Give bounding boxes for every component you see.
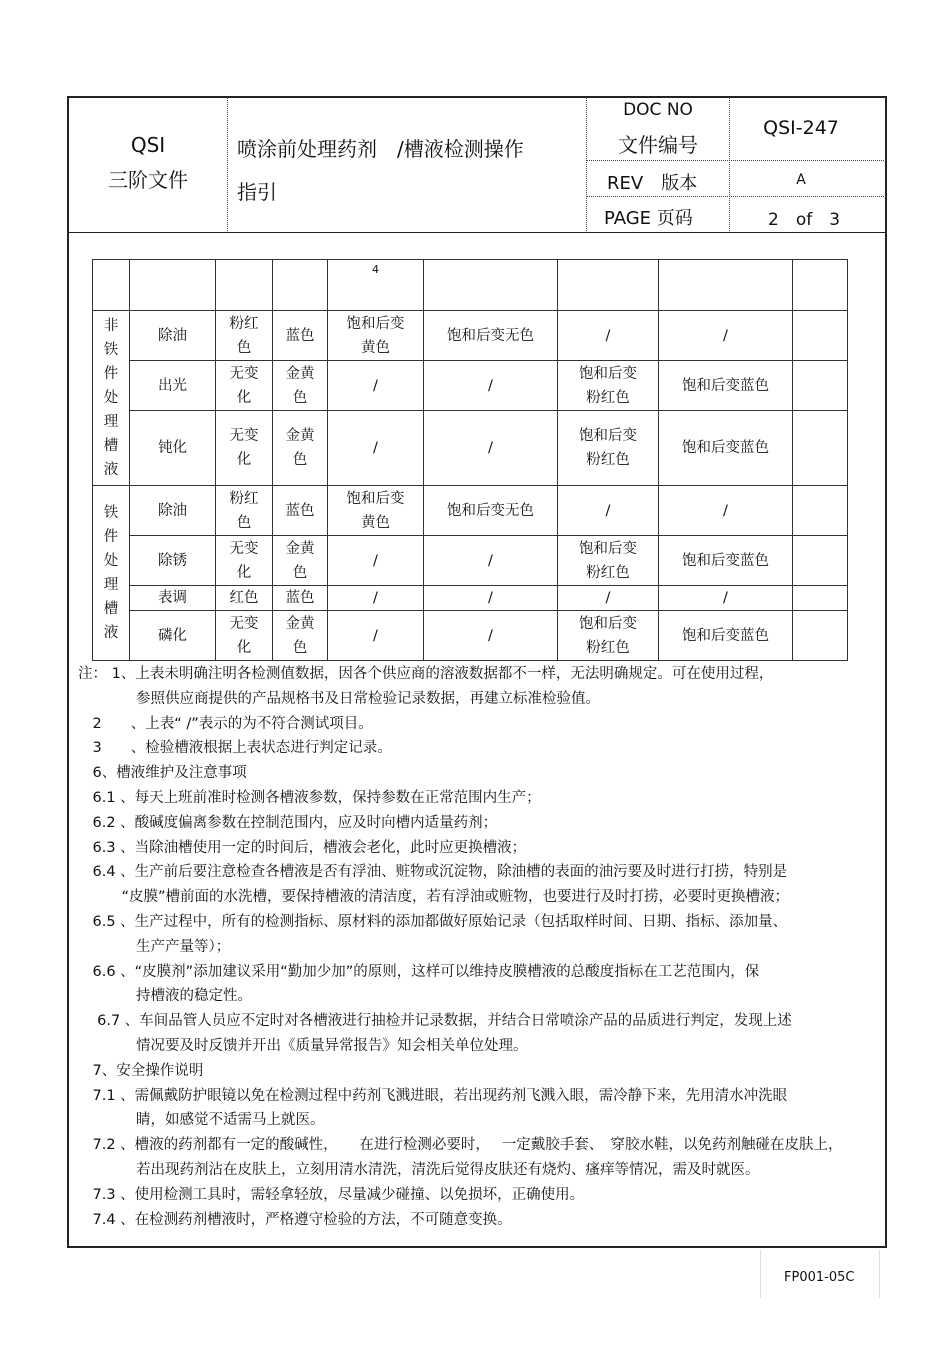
note-line: 若出现药剂沾在皮肤上，立刻用清水清洗，清洗后觉得皮肤还有烧灼、瘙痒等情况，需及时就医。 xyxy=(78,1161,760,1178)
table-row xyxy=(93,486,848,536)
result-cell xyxy=(273,311,328,361)
result-cell xyxy=(424,411,558,486)
result-cell xyxy=(558,311,659,361)
group-label-char: 铁 xyxy=(103,505,119,521)
result-cell xyxy=(558,536,659,586)
result-cell xyxy=(558,411,659,486)
cell-line: 饱和后变 xyxy=(346,490,405,507)
note-line: 3 、检验槽液根据上表状态进行判定记录。 xyxy=(78,740,392,757)
cell-line: 无变 xyxy=(229,540,259,557)
rev-value: A xyxy=(796,172,806,188)
cell-line: / xyxy=(723,502,728,519)
note-line: 睛，如感觉不适需马上就医。 xyxy=(78,1112,325,1129)
item-name-cell: 出光 xyxy=(130,361,216,411)
cell-line: / xyxy=(488,440,493,456)
table-row xyxy=(93,311,848,361)
cell-line: 黄色 xyxy=(361,514,390,531)
result-cell xyxy=(558,361,659,411)
item-name-cell: 除油 xyxy=(130,311,216,361)
group-label-char: 槽 xyxy=(103,601,119,617)
cell-line: / xyxy=(488,627,493,644)
note-line: “皮膜”槽前面的水洗槽，要保持槽液的清洁度，若有浮油或赃物，也要进行及时打捞，必要时更换槽液； xyxy=(78,889,790,906)
cell-line: 蓝色 xyxy=(285,502,315,519)
result-cell xyxy=(216,536,273,586)
cell-line: 粉红 xyxy=(229,315,259,332)
result-cell xyxy=(273,611,328,661)
group-label-cell xyxy=(93,311,130,486)
note-line: 生产产量等）； xyxy=(78,938,231,955)
cell-line: 粉红色 xyxy=(586,389,630,406)
empty-cell xyxy=(793,486,848,536)
empty-cell xyxy=(793,361,848,411)
cell-line: 饱和后变 xyxy=(579,615,637,632)
group-label-char: 液 xyxy=(103,625,119,641)
note-line: 6.7 、车间品管人员应不定时对各槽液进行抽检并记录数据，并结合日常喷涂产品的品质进行判定，发现上述 xyxy=(78,1013,792,1030)
note-line: 6.5 、生产过程中，所有的检测指标、原材料的添加都做好原始记录（包括取样时间、日期、指标、添加量、 xyxy=(78,913,788,930)
cell-line: 黄色 xyxy=(361,339,390,356)
doc-level: 三阶文件 xyxy=(108,168,188,192)
note-line: 6.4 、生产前后要注意检查各槽液是否有浮油、赃物或沉淀物，除油槽的表面的油污要及时进行打捞，特别是 xyxy=(78,864,788,881)
group-label-char: 非 xyxy=(103,318,119,334)
table-row xyxy=(93,611,848,661)
cell-line: 饱和后变蓝色 xyxy=(682,552,769,569)
header-divider xyxy=(227,97,228,233)
header-row-divider xyxy=(587,160,886,161)
cell-line: 金黄 xyxy=(285,428,315,444)
cell-line: 粉红 xyxy=(229,490,259,507)
result-cell xyxy=(328,361,424,411)
note-line: 持槽液的稳定性。 xyxy=(78,988,252,1005)
item-name-cell: 除锈 xyxy=(130,536,216,586)
result-cell xyxy=(424,311,558,361)
empty-cell xyxy=(793,311,848,361)
doc-title: 喷涂前处理药剂 /槽液检测操作 xyxy=(237,137,524,161)
note-line: 2 、上表“ /”表示的为不符合测试项目。 xyxy=(78,715,373,732)
cell-line: 化 xyxy=(236,564,252,581)
result-cell xyxy=(659,536,793,586)
result-cell xyxy=(216,311,273,361)
result-cell xyxy=(659,486,793,536)
table-cell: 4 xyxy=(328,260,424,311)
result-cell xyxy=(424,611,558,661)
cell-line: 红色 xyxy=(229,590,259,606)
cell-line: 化 xyxy=(236,639,252,656)
result-cell xyxy=(273,361,328,411)
result-cell xyxy=(558,611,659,661)
table-row xyxy=(93,361,848,411)
table-row xyxy=(93,586,848,611)
cell-line: / xyxy=(605,502,611,519)
result-cell xyxy=(424,536,558,586)
note-line: 7、安全操作说明 xyxy=(78,1062,204,1079)
cell-line: 饱和后变无色 xyxy=(447,502,534,519)
header-divider xyxy=(586,97,587,233)
note-line: 6.2 、酸碱度偏离参数在控制范围内，应及时向槽内适量药剂； xyxy=(78,814,498,831)
result-cell xyxy=(216,486,273,536)
empty-cell xyxy=(793,411,848,486)
result-cell xyxy=(216,411,273,486)
cell-line: 色 xyxy=(292,639,308,656)
result-cell xyxy=(659,361,793,411)
cell-line: / xyxy=(488,590,493,606)
group-label-char: 处 xyxy=(103,553,119,569)
result-cell xyxy=(328,311,424,361)
group-label-char: 理 xyxy=(103,577,119,593)
result-cell xyxy=(424,361,558,411)
org-name: QSI xyxy=(130,133,166,157)
item-name-cell: 除油 xyxy=(130,486,216,536)
cell-line: 金黄 xyxy=(285,540,315,557)
form-code: FP001-05C xyxy=(784,1270,855,1285)
table-row xyxy=(93,260,848,311)
note-line: 6.6 、“皮膜剂”添加建议采用“勤加少加”的原则，这样可以维持皮膜槽液的总酸度指标在工艺范围内，保 xyxy=(78,963,760,980)
note-line: 6.3 、当除油槽使用一定的时间后，槽液会老化，此时应更换槽液； xyxy=(78,839,527,856)
item-name-cell: 磷化 xyxy=(130,611,216,661)
cell-line: 无变 xyxy=(229,428,259,444)
header-bottom-rule xyxy=(68,232,886,233)
doc-title-cont: 指引 xyxy=(237,180,277,204)
result-cell xyxy=(216,611,273,661)
empty-cell xyxy=(793,586,848,611)
cell-line: / xyxy=(373,590,378,606)
cell-line: / xyxy=(605,327,611,344)
cell-line: 色 xyxy=(292,452,308,468)
cell-line: 粉红色 xyxy=(586,564,630,581)
cell-line: 饱和后变 xyxy=(579,365,637,382)
result-cell xyxy=(328,411,424,486)
group-label-char: 件 xyxy=(103,366,119,382)
cell-line: 饱和后变无色 xyxy=(447,327,534,344)
cell-line: 蓝色 xyxy=(285,590,315,606)
result-cell xyxy=(558,486,659,536)
item-name-cell: 表调 xyxy=(130,586,216,611)
doc-no-label-cn: 文件编号 xyxy=(618,133,698,157)
cell-line: / xyxy=(605,590,611,606)
cell-line: 化 xyxy=(236,389,252,406)
empty-cell xyxy=(793,611,848,661)
group-label-char: 液 xyxy=(103,462,119,478)
cell-line: 饱和后变 xyxy=(579,540,637,557)
note-line: 7.3 、使用检测工具时，需轻拿轻放，尽量减少碰撞、以免损坏，正确使用。 xyxy=(78,1186,585,1203)
result-cell xyxy=(659,311,793,361)
rev-label: REV 版本 xyxy=(607,173,698,194)
note-line: 6、槽液维护及注意事项 xyxy=(78,765,247,782)
header-row-divider xyxy=(587,196,886,197)
result-cell xyxy=(659,411,793,486)
cell-line: 饱和后变 xyxy=(346,315,405,332)
note-line: 6.1 、每天上班前准时检测各槽液参数，保持参数在正常范围内生产； xyxy=(78,789,541,806)
note-line: 7.2 、槽液的药剂都有一定的酸碱性， 在进行检测必要时， 一定戴胶手套、 穿胶水鞋，以免药剂触碰在皮肤上， xyxy=(78,1137,843,1154)
cell-line: 饱和后变 xyxy=(579,428,637,444)
page-value: 2 of 3 xyxy=(768,210,841,230)
group-label-char: 处 xyxy=(103,390,119,406)
doc-no-label-en: DOC NO xyxy=(623,100,693,120)
note-line: 注： 1、上表未明确注明各检测值数据，因各个供应商的溶液数据都不一样，无法明确规定。可在使用过程， xyxy=(78,666,774,682)
empty-cell xyxy=(793,536,848,586)
cell-line: 无变 xyxy=(229,615,259,632)
cell-line: 蓝色 xyxy=(285,327,315,344)
cell-line: / xyxy=(373,377,378,394)
note-line: 7.4 、在检测药剂槽液时，严格遵守检验的方法，不可随意变换。 xyxy=(78,1211,512,1228)
cell-line: 色 xyxy=(292,564,308,581)
cell-line: / xyxy=(488,552,493,569)
cell-line: 金黄 xyxy=(285,365,315,382)
page-label: PAGE 页码 xyxy=(604,208,693,229)
result-cell xyxy=(558,586,659,611)
cell-line: / xyxy=(723,327,728,344)
note-line: 情况要及时反馈并开出《质量异常报告》知会相关单位处理。 xyxy=(78,1037,528,1054)
result-cell xyxy=(659,586,793,611)
cell-line: 金黄 xyxy=(285,615,315,632)
note-line: 参照供应商提供的产品规格书及日常检验记录数据，再建立标准检验值。 xyxy=(78,690,600,707)
cell-line: 无变 xyxy=(229,365,259,382)
result-cell xyxy=(424,486,558,536)
table-row xyxy=(93,411,848,486)
cell-line: / xyxy=(488,377,493,394)
header-divider xyxy=(729,97,730,233)
result-cell xyxy=(328,536,424,586)
cell-line: / xyxy=(373,552,378,569)
result-cell xyxy=(659,611,793,661)
group-label-char: 理 xyxy=(103,414,119,430)
result-cell xyxy=(328,486,424,536)
result-cell xyxy=(328,586,424,611)
result-cell xyxy=(273,411,328,486)
group-label-char: 铁 xyxy=(103,342,119,358)
cell-line: 色 xyxy=(292,389,308,406)
group-label-char: 件 xyxy=(103,529,119,545)
cell-line: 饱和后变蓝色 xyxy=(682,440,769,456)
cell-line: 色 xyxy=(236,514,252,531)
cell-line: 饱和后变蓝色 xyxy=(682,627,769,644)
result-cell xyxy=(328,611,424,661)
group-label-char: 槽 xyxy=(103,438,119,454)
result-cell xyxy=(216,586,273,611)
cell-line: 化 xyxy=(236,452,252,468)
cell-line: / xyxy=(723,590,728,606)
cell-line: 粉红色 xyxy=(586,452,630,468)
cell-line: / xyxy=(373,440,378,456)
item-name-cell: 钝化 xyxy=(130,411,216,486)
notes-section xyxy=(78,662,878,1232)
result-cell xyxy=(216,361,273,411)
result-cell xyxy=(273,586,328,611)
result-cell xyxy=(424,586,558,611)
cell-line: 饱和后变蓝色 xyxy=(682,377,769,394)
cell-line: / xyxy=(373,627,378,644)
result-cell xyxy=(273,486,328,536)
result-cell xyxy=(273,536,328,586)
doc-no-value: QSI-247 xyxy=(763,117,839,139)
note-line: 7.1 、需佩戴防护眼镜以免在检测过程中药剂飞溅进眼，若出现药剂飞溅入眼，需冷静下来，先用清水冲洗眼 xyxy=(78,1087,788,1104)
group-label-cell xyxy=(93,486,130,661)
table-row xyxy=(93,536,848,586)
detection-table xyxy=(92,259,848,661)
cell-line: 色 xyxy=(236,339,252,356)
cell-line: 粉红色 xyxy=(586,639,630,656)
